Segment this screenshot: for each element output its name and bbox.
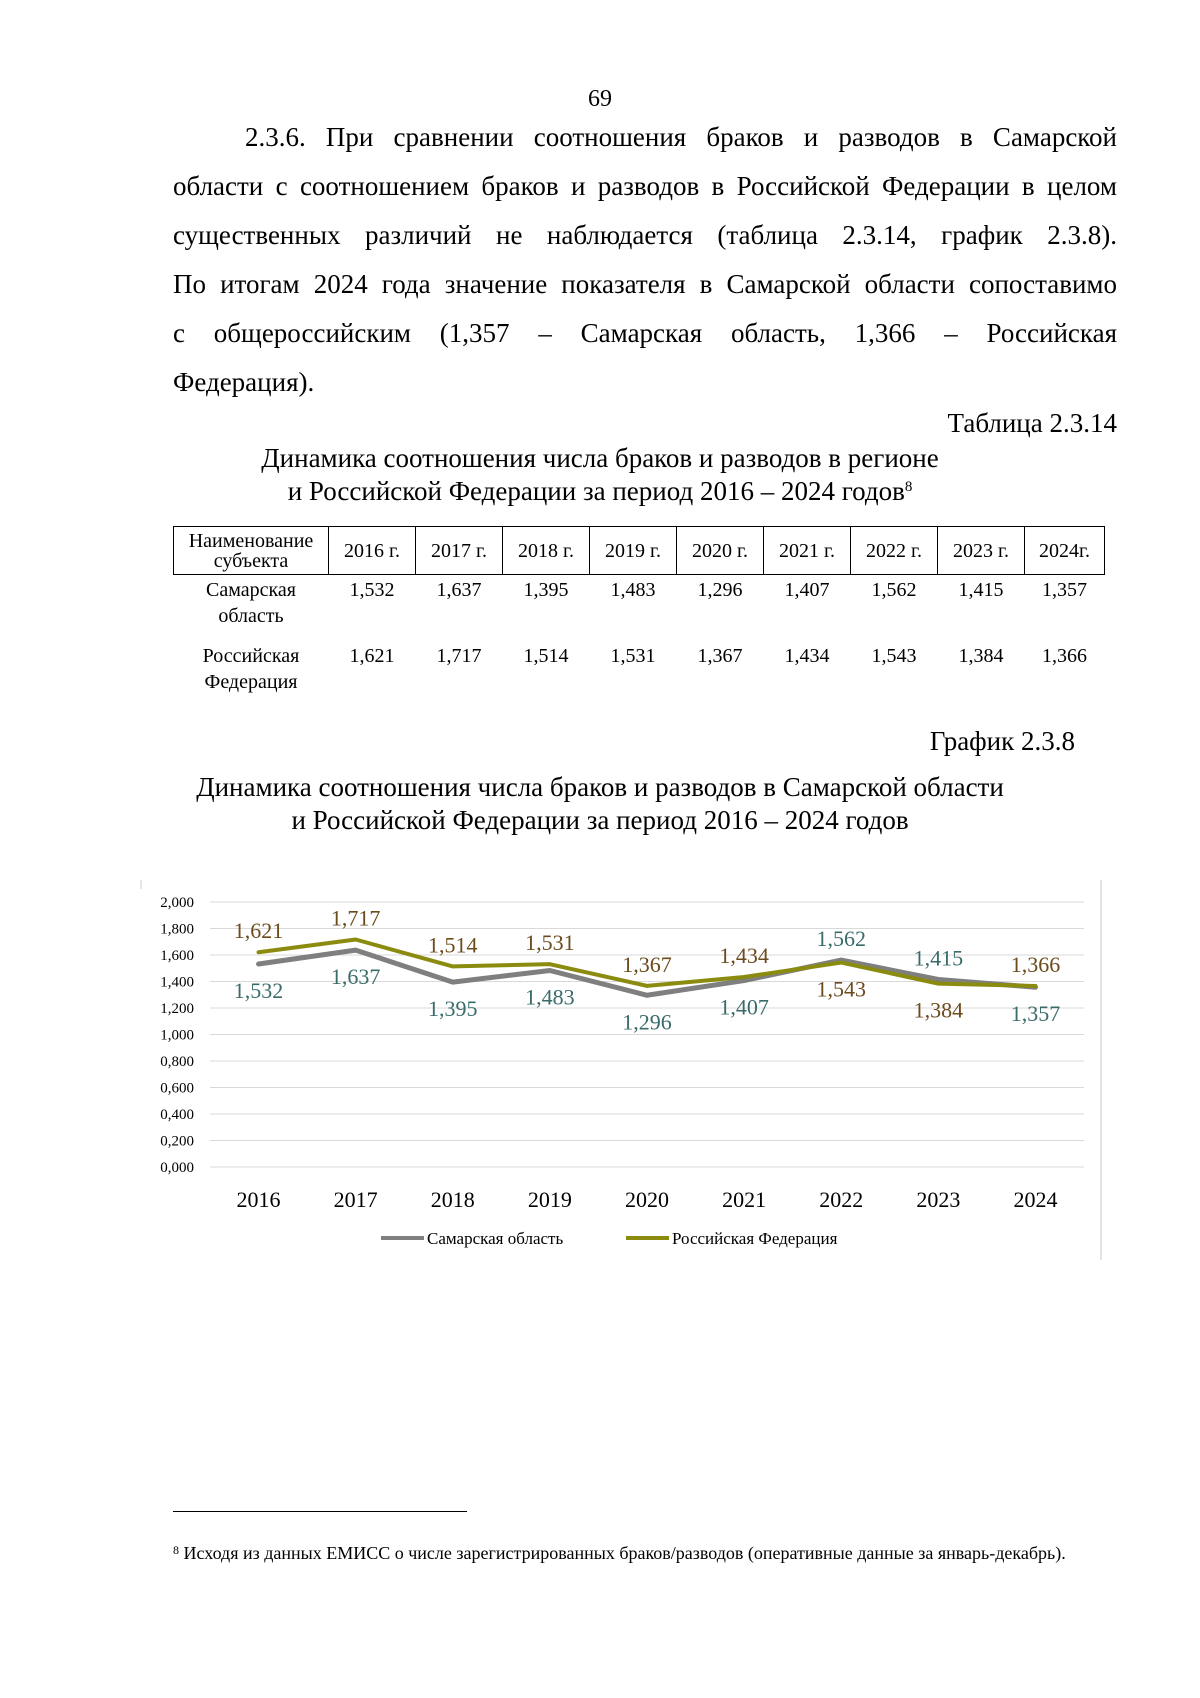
- data-label: 1,384: [913, 997, 964, 1023]
- chart-title-line: Динамика соотношения числа браков и разводов в Самарской области: [196, 772, 1004, 802]
- data-label: 1,514: [428, 932, 478, 958]
- paragraph-line: По итогам 2024 года значение показателя в Самарской области сопоставимо: [173, 269, 1117, 299]
- table-row: [174, 575, 1105, 642]
- data-point: [451, 965, 455, 969]
- data-label: 1,562: [816, 926, 866, 952]
- x-tick-label: 2017: [333, 1187, 378, 1212]
- data-label: 1,621: [233, 918, 284, 944]
- y-tick-label: 2,000: [160, 895, 194, 911]
- data-label: 1,415: [913, 945, 964, 971]
- data-point: [548, 969, 552, 973]
- data-point: [742, 975, 746, 979]
- y-tick-label: 0,200: [160, 1133, 194, 1150]
- y-tick-label: 1,600: [160, 948, 194, 964]
- data-point: [257, 962, 261, 966]
- data-label: 1,407: [719, 994, 769, 1020]
- paragraph-line: Федерация).: [173, 367, 315, 397]
- table-cell: 1,483: [610, 579, 656, 601]
- data-point: [742, 979, 746, 983]
- x-tick-label: 2019: [527, 1187, 572, 1212]
- data-label: 1,395: [428, 996, 478, 1022]
- data-label: 1,543: [816, 976, 866, 1002]
- table-cell: 1,531: [610, 645, 656, 667]
- table-title-line: Динамика соотношения числа браков и разводов в регионе: [261, 443, 939, 473]
- data-label: 1,296: [622, 1009, 672, 1035]
- chart-label: График 2.3.8: [929, 726, 1075, 756]
- data-point: [354, 948, 358, 952]
- footnote-divider: [173, 1511, 467, 1512]
- table-header-cell: 2018 г.: [503, 527, 590, 575]
- data-point: [257, 950, 261, 954]
- table-header-cell: 2017 г.: [416, 527, 503, 575]
- data-point: [645, 993, 649, 997]
- table-header-cell: 2019 г.: [590, 527, 677, 575]
- table-cell: 1,434: [784, 645, 830, 667]
- table-cell: 1,415: [958, 579, 1004, 601]
- data-label: 1,532: [233, 978, 284, 1004]
- footnote: [173, 1541, 1108, 1565]
- table-cell: 1,637: [436, 579, 482, 601]
- data-point: [1034, 984, 1038, 988]
- data-label: 1,483: [525, 984, 575, 1010]
- y-tick-label: 0,000: [160, 1160, 194, 1176]
- footnote-mark: 8: [173, 1543, 179, 1557]
- table-title-line: [0, 475, 1200, 508]
- table-header-cell: 2024г.: [1025, 527, 1105, 575]
- page-number: 69: [588, 86, 612, 112]
- x-tick-label: 2018: [430, 1187, 475, 1212]
- footnote-text: Исходя из данных ЕМИСС о числе зарегистрированных браков/разводов (оперативные данные за январь-декабрь).: [183, 1543, 1066, 1563]
- paragraph-line: с общероссийским (1,357 – Самарская область, 1,366 – Российская: [173, 318, 1117, 348]
- table-header-cell: 2020 г.: [677, 527, 764, 575]
- data-label: 1,366: [1010, 952, 1061, 978]
- y-tick-label: 1,200: [160, 1001, 194, 1017]
- table-header-cell: 2023 г.: [938, 527, 1025, 575]
- data-point: [839, 961, 843, 965]
- x-tick-label: 2021: [722, 1187, 767, 1212]
- table-cell: 1,562: [871, 579, 917, 601]
- table-cell: 1,366: [1042, 645, 1087, 667]
- table-cell: 1,543: [871, 645, 917, 667]
- x-tick-label: 2020: [625, 1187, 669, 1212]
- table-label: Таблица 2.3.14: [947, 408, 1117, 438]
- data-label: 1,357: [1010, 1001, 1061, 1027]
- table-cell: 1,532: [349, 579, 395, 601]
- data-label: 1,717: [330, 905, 381, 931]
- table-title-text: и Российской Федерации за период 2016 – 2024 годов: [287, 476, 905, 506]
- table-header-row: [174, 527, 1105, 575]
- chart-title-line: и Российской Федерации за период 2016 – 2024 годов: [291, 805, 909, 835]
- paragraph-line: 2.3.6. При сравнении соотношения браков и разводов в Самарской: [245, 122, 1117, 152]
- data-point: [354, 938, 358, 942]
- table-header-cell: 2022 г.: [851, 527, 938, 575]
- legend-label: Самарская область: [427, 1229, 564, 1248]
- table-header-cell: Наименование субъекта: [174, 527, 329, 575]
- x-tick-label: 2023: [916, 1187, 961, 1212]
- table-cell: 1,357: [1042, 579, 1087, 601]
- table-cell: 1,621: [349, 645, 395, 667]
- subject-name-line: область: [218, 605, 284, 627]
- y-tick-label: 1,800: [160, 921, 194, 938]
- table-cell: 1,407: [784, 579, 830, 601]
- table-cell: 1,367: [697, 645, 743, 667]
- data-label: 1,637: [330, 964, 381, 990]
- table-header-cell: 2021 г.: [764, 527, 851, 575]
- table-title: [0, 442, 1200, 508]
- data-point: [937, 982, 941, 986]
- x-tick-label: 2024: [1013, 1187, 1058, 1212]
- data-point: [451, 980, 455, 984]
- footnote-reference: 8: [904, 479, 913, 495]
- paragraph-line: существенных различий не наблюдается (таблица 2.3.14, график 2.3.8).: [173, 220, 1117, 250]
- data-point: [937, 978, 941, 982]
- data-label: 1,367: [622, 951, 672, 977]
- table-cell: 1,717: [436, 645, 482, 667]
- subject-name-line: Федерация: [204, 671, 298, 693]
- table-cell: 1,395: [523, 579, 569, 601]
- table-cell: 1,296: [697, 579, 743, 601]
- x-tick-label: 2016: [236, 1187, 281, 1212]
- chart-title: [0, 771, 1200, 837]
- line-chart: [136, 875, 1106, 1260]
- y-tick-label: 1,000: [160, 1027, 194, 1044]
- legend-label: Российская Федерация: [672, 1229, 838, 1248]
- table-cell-subject: [174, 575, 329, 642]
- table-header-cell: 2016 г.: [329, 527, 416, 575]
- table-cell: 1,514: [523, 645, 569, 667]
- y-tick-label: 0,800: [160, 1054, 194, 1070]
- paragraph-line: области с соотношением браков и разводов в Российской Федерации в целом: [173, 171, 1117, 201]
- table-row: [174, 641, 1105, 707]
- table-cell: 1,384: [958, 645, 1004, 667]
- data-point: [548, 962, 552, 966]
- x-tick-label: 2022: [819, 1187, 864, 1212]
- y-tick-label: 0,400: [160, 1107, 194, 1123]
- y-tick-label: 0,600: [160, 1080, 194, 1097]
- data-table: [173, 526, 1105, 707]
- data-point: [645, 984, 649, 988]
- subject-name-line: Российская: [202, 645, 300, 667]
- data-label: 1,434: [719, 942, 769, 968]
- body-paragraph: [173, 113, 1117, 407]
- data-label: 1,531: [525, 930, 575, 956]
- table-cell-subject: [174, 641, 329, 707]
- subject-name-line: Самарская: [206, 579, 296, 601]
- y-tick-label: 1,400: [160, 974, 194, 991]
